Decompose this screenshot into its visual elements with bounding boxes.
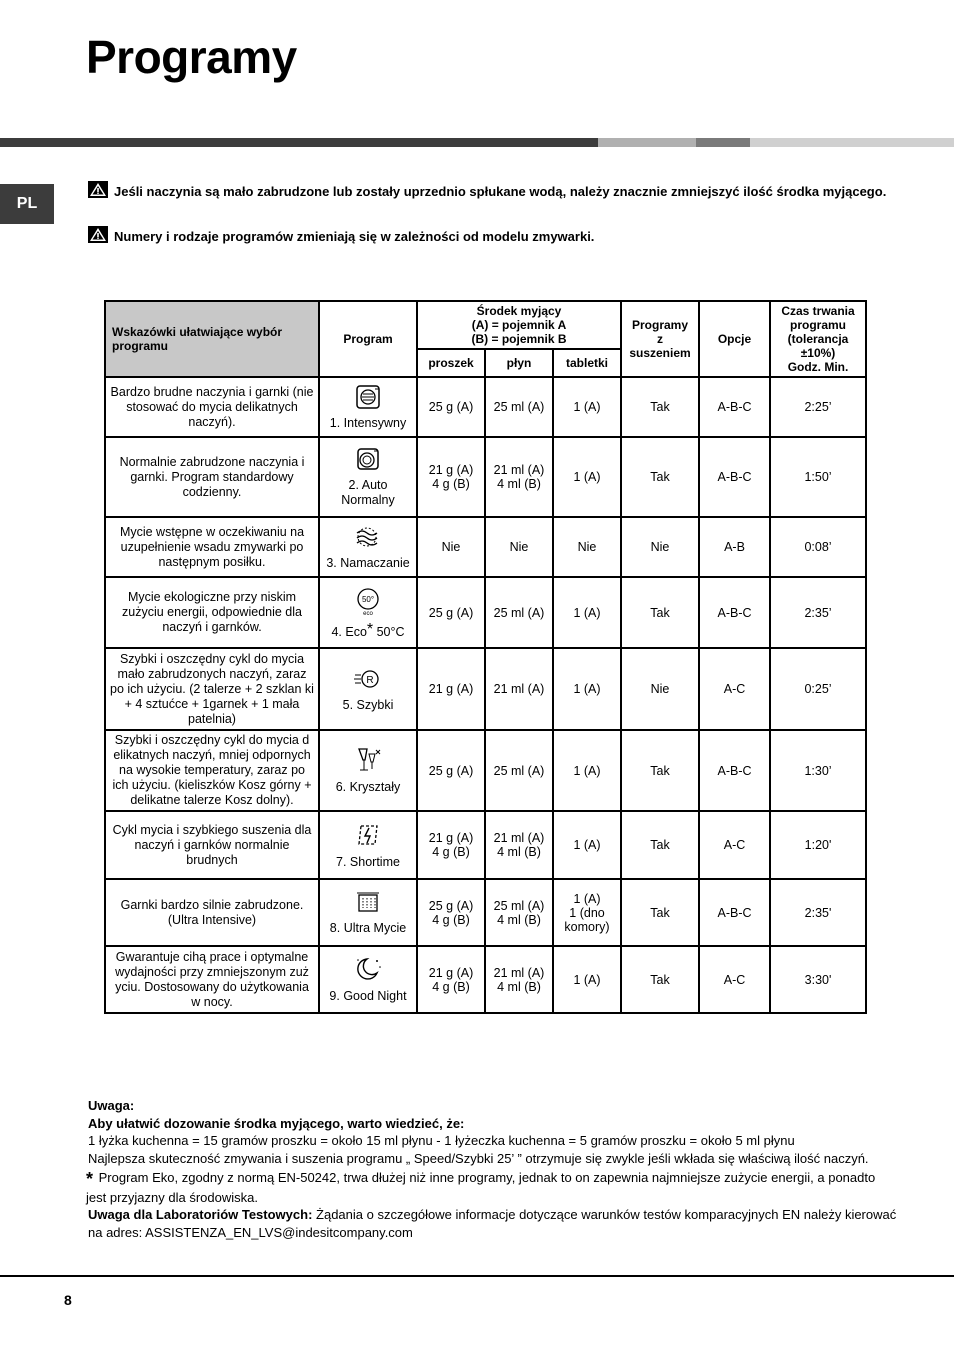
program-cell xyxy=(319,730,417,811)
liquid-dose: 21 ml (A) xyxy=(485,648,553,730)
program-description: Szybki i oszczędny cykl do mycia d elikatnych naczyń, mniej odpornych na wysokie temperatury, zaraz po ich użyciu. (kieliszków Kosz górny + delikatne talerze Kosz dolny). xyxy=(105,730,319,811)
program-name: 4. Eco xyxy=(331,624,367,639)
notes-heading: Uwaga: xyxy=(88,1098,135,1113)
notes-subheading: Aby ułatwić dozowanie środka myjącego, warto wiedzieć, że: xyxy=(88,1115,465,1131)
program-cell xyxy=(319,437,417,517)
intensive-icon xyxy=(324,384,412,414)
header-drying-l2: z xyxy=(657,332,664,346)
table-row xyxy=(105,946,866,1013)
program-options: A-B-C xyxy=(699,437,770,517)
program-name: 7. Shortime xyxy=(336,854,400,869)
drying-flag: Tak xyxy=(621,879,699,946)
table-row xyxy=(105,811,866,879)
header-duration-l1: Czas trwania xyxy=(781,304,855,318)
svg-text:eco: eco xyxy=(363,610,373,616)
program-description: Normalnie zabrudzone naczynia i garnki. Program standardowy codzienny. xyxy=(105,437,319,517)
header-hint: Wskazówki ułatwiające wybór programu xyxy=(105,301,319,377)
table-row xyxy=(105,577,866,648)
page-title: Programy xyxy=(86,31,297,83)
drying-flag: Nie xyxy=(621,648,699,730)
program-name: 3. Namaczanie xyxy=(326,555,410,570)
header-detergent-l3: (B) = pojemnik B xyxy=(471,332,567,346)
tablet-dose: 1 (A) xyxy=(553,946,621,1013)
shortime-icon xyxy=(324,821,412,853)
header-bar-dark xyxy=(0,138,598,147)
warning-1 xyxy=(88,181,888,203)
asterisk-icon: * xyxy=(86,1169,94,1189)
warning-icon xyxy=(88,181,108,203)
table-row xyxy=(105,648,866,730)
soak-icon xyxy=(324,524,412,554)
program-options: A-B-C xyxy=(699,577,770,648)
eco-icon xyxy=(324,586,412,620)
program-description: Szybki i oszczędny cykl do mycia mało zabrudzonych naczyń, zaraz po ich użyciu. (2 talerze + 2 szklan ki + 4 sztućce + 1garnek + 1 mała patelnia) xyxy=(105,648,319,730)
table-row xyxy=(105,377,866,437)
program-duration: 1:50’ xyxy=(770,437,866,517)
drying-flag: Tak xyxy=(621,946,699,1013)
crystal-icon xyxy=(324,746,412,778)
warning-icon xyxy=(88,226,108,248)
tablet-dose: 1 (A) xyxy=(553,377,621,437)
header-program: Program xyxy=(319,301,417,377)
notes-lab: Uwaga dla Laboratoriów Testowych: Żądania o szczegółowe informacje dotyczące warunków testów komparacyjnych EN należy kierować na adres: ASSISTENZA_EN_LVS@indesitcompany.com xyxy=(88,1207,897,1240)
program-description: Bardzo brudne naczynia i garnki (nie stosować do mycia delikatnych naczyń). xyxy=(105,377,319,437)
svg-text:50°: 50° xyxy=(361,594,375,604)
program-duration: 1:20' xyxy=(770,811,866,879)
program-cell xyxy=(319,946,417,1013)
drying-flag: Nie xyxy=(621,517,699,577)
quick-icon xyxy=(324,666,412,696)
program-options: A-C xyxy=(699,946,770,1013)
program-cell xyxy=(319,517,417,577)
program-options: A-C xyxy=(699,648,770,730)
powder-dose: 21 g (A) xyxy=(417,648,485,730)
header-bar-pale xyxy=(750,138,954,147)
good-night-icon xyxy=(324,955,412,987)
page-number: 8 xyxy=(64,1292,72,1308)
program-duration: 0:08’ xyxy=(770,517,866,577)
header-tablets: tabletki xyxy=(553,349,621,377)
asterisk-icon: * xyxy=(366,620,374,638)
drying-flag: Tak xyxy=(621,437,699,517)
header-bar-light xyxy=(598,138,696,147)
program-description: Cykl mycia i szybkiego suszenia dla naczyń i garnków normalnie brudnych xyxy=(105,811,319,879)
program-options: A-B-C xyxy=(699,377,770,437)
drying-flag: Tak xyxy=(621,811,699,879)
warning-2 xyxy=(88,226,888,248)
liquid-dose: 25 ml (A) xyxy=(485,730,553,811)
auto-normal-icon xyxy=(324,446,412,476)
warning-2-text: Numery i rodzaje programów zmieniają się w zależności od modelu zmywarki. xyxy=(114,229,595,244)
header-drying xyxy=(621,301,699,377)
tablet-dose: 1 (A) xyxy=(553,730,621,811)
program-options: A-B-C xyxy=(699,730,770,811)
header-powder: proszek xyxy=(417,349,485,377)
tablet-dose: 1 (A) xyxy=(553,811,621,879)
notes-line1: 1 łyżka kuchenna = 15 gramów proszku = około 15 ml płynu - 1 łyżeczka kuchenna = 5 gramów proszku = około 5 ml płynu xyxy=(88,1133,795,1148)
table-row xyxy=(105,517,866,577)
program-cell xyxy=(319,377,417,437)
powder-dose: Nie xyxy=(417,517,485,577)
powder-dose: 25 g (A) xyxy=(417,730,485,811)
header-options: Opcje xyxy=(699,301,770,377)
program-cell xyxy=(319,648,417,730)
program-duration: 2:35' xyxy=(770,879,866,946)
program-description: Gwarantuje cihą prace i optymalne wydajności przy zmniejszonym zuż yciu. Dostosowany do użytkowania w nocy. xyxy=(105,946,319,1013)
header-drying-l3: suszeniem xyxy=(629,346,691,360)
program-cell xyxy=(319,879,417,946)
tablet-dose: 1 (A) 1 (dno komory) xyxy=(553,879,621,946)
liquid-dose: 25 ml (A) 4 ml (B) xyxy=(485,879,553,946)
powder-dose: 25 g (A) 4 g (B) xyxy=(417,879,485,946)
program-options: A-B-C xyxy=(699,879,770,946)
tablet-dose: 1 (A) xyxy=(553,648,621,730)
powder-dose: 25 g (A) xyxy=(417,577,485,648)
table-row xyxy=(105,437,866,517)
liquid-dose: 21 ml (A) 4 ml (B) xyxy=(485,946,553,1013)
drying-flag: Tak xyxy=(621,577,699,648)
table-row xyxy=(105,879,866,946)
header-bar-mid xyxy=(696,138,750,147)
program-duration: 3:30' xyxy=(770,946,866,1013)
tablet-dose: 1 (A) xyxy=(553,577,621,648)
header-duration-l3: (tolerancja xyxy=(787,332,849,346)
program-duration: 2:25’ xyxy=(770,377,866,437)
program-name: 6. Kryształy xyxy=(335,780,401,794)
powder-dose: 21 g (A) 4 g (B) xyxy=(417,811,485,879)
powder-dose: 25 g (A) xyxy=(417,377,485,437)
program-description: Garnki bardzo silnie zabrudzone. (Ultra Intensive) xyxy=(105,879,319,946)
programs-table xyxy=(104,300,867,1014)
tablet-dose: 1 (A) xyxy=(553,437,621,517)
liquid-dose: 25 ml (A) xyxy=(485,577,553,648)
header-duration-l2: programu xyxy=(790,318,847,332)
header-detergent-l1: Środek myjący xyxy=(476,304,562,318)
header-liquid: płyn xyxy=(485,349,553,377)
program-options: A-B xyxy=(699,517,770,577)
liquid-dose: 25 ml (A) xyxy=(485,377,553,437)
program-description: Mycie wstępne w oczekiwaniu na uzupełnienie wsadu zmywarki po następnym posiłku. xyxy=(105,517,319,577)
program-options: A-C xyxy=(699,811,770,879)
header-duration xyxy=(770,301,866,377)
notes-section xyxy=(88,1097,898,1241)
warning-1-text: Jeśli naczynia są mało zabrudzone lub zostały uprzednio spłukane wodą, należy znacznie zmniejszyć ilość środka myjącego. xyxy=(114,184,887,199)
footer-rule xyxy=(0,1275,954,1277)
program-duration: 2:35’ xyxy=(770,577,866,648)
drying-flag: Tak xyxy=(621,377,699,437)
notes-line2: Najlepsza skuteczność zmywania i suszenia programu „ Speed/Szybki 25’ ” otrzymuje się zwykle jeśli wkłada się właściwą ilość naczyń. xyxy=(88,1150,869,1166)
notes-star: * Program Eko, zgodny z normą EN-50242, trwa dłużej niż inne programy, jednak to on zapewnia najmniejsze zużycie energii, a ponadto jest przyjazny dla środowiska. xyxy=(86,1169,876,1205)
program-duration: 0:25’ xyxy=(770,648,866,730)
svg-text:R: R xyxy=(366,674,374,686)
header-duration-l5: Godz. Min. xyxy=(787,360,849,374)
header-drying-l1: Programy xyxy=(632,318,689,332)
program-name: 2. Auto Normalny xyxy=(341,478,395,507)
program-temperature: 50°C xyxy=(376,624,405,639)
header-duration-l4: ±10%) xyxy=(800,346,836,360)
liquid-dose: Nie xyxy=(485,517,553,577)
program-description: Mycie ekologiczne przy niskim zużyciu energii, odpowiednie dla naczyń i garnków. xyxy=(105,577,319,648)
program-name: 8. Ultra Mycie xyxy=(329,921,407,935)
header-detergent xyxy=(417,301,621,349)
program-cell xyxy=(319,577,417,648)
powder-dose: 21 g (A) 4 g (B) xyxy=(417,437,485,517)
program-name: 9. Good Night xyxy=(329,989,407,1003)
liquid-dose: 21 ml (A) 4 ml (B) xyxy=(485,811,553,879)
language-tab: PL xyxy=(0,184,54,224)
header-detergent-l2: (A) = pojemnik A xyxy=(471,318,567,332)
program-cell xyxy=(319,811,417,879)
table-row xyxy=(105,730,866,811)
program-name: 1. Intensywny xyxy=(329,415,407,430)
powder-dose: 21 g (A) 4 g (B) xyxy=(417,946,485,1013)
ultra-wash-icon xyxy=(324,889,412,919)
tablet-dose: Nie xyxy=(553,517,621,577)
liquid-dose: 21 ml (A) 4 ml (B) xyxy=(485,437,553,517)
program-name: 5. Szybki xyxy=(342,697,394,712)
drying-flag: Tak xyxy=(621,730,699,811)
program-duration: 1:30’ xyxy=(770,730,866,811)
